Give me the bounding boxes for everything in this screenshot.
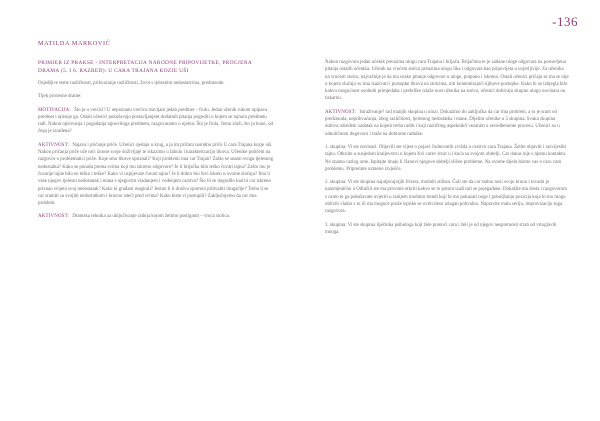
author-name: MATILDA MARKOVIĆ	[38, 40, 111, 47]
process-intro: Tijek procesne drame:	[38, 94, 82, 100]
activity-label-2: AKTIVNOST:	[38, 214, 70, 220]
activity-label-1: AKTIVNOST:	[38, 142, 70, 148]
section-title	[38, 59, 274, 75]
activity-text-1: Najava i pričanje priče. Učenici sjedaju u krug, a ja im pričam narodnu priču U cara Trajana kozje uši. Nakon pričanja priče uče nici iznose svoje doživljaje te iskazimo u fabulu i karakterizaciju likova. Učenike potičem na razgovor o problematici priče. Koje smo likove upoznali? Koji problemi ima car Trajan? Zašto se snami svoga tjelesnog nedostatka? Kako se ponaša prema svima koji mu iskreno odgovore? Je li brijačka bilo teško čuvati tajnu? Zašto mu je čuvanje tajne bilo ne teško i teške? Kako vi uspijevate čuvati tajnu? Je li dobro bio bivi iskren u ovome slučaju? Ima li veze njegov tjelesni nedostatak i mana s njegovim vladanjem i vođenjem carstva? Što bi se dogodilo kad bi car iskreno priznao svijetu svoj nedostatak? Kako bi građani reagirali? Jesmo li ti drušvu spremni prihvatiti drugačije? Treba li se car sramiti sa svojim nedostatkom i bravno isteći pred svima? Kako biste vi postupili? Zaključujemo da car ima problem.	[38, 142, 274, 207]
activity-paragraph-1	[38, 142, 274, 208]
title-line-2: DRAMA (5. I 6. RAZRED): U CARA TRAJANA KOZJE UŠI	[38, 68, 189, 74]
hot-seat-paragraph: Nakon razgovora jedan učenik preuzima ulogu cara Trajana i brijača. Brijačima te je zadane uloge odgovara na postavljena pitanja ostalih učenika. Učenik na vrućem stolcu preuzima ulogu lika i odgovara kao pripovijeta u uvjerljivije. Za učenika na vrućem stolcu, najvažnije je da ma svako pitanje odgovore u uloge, potpuno i iskreno. Ostali učenici pričaju se ma se nije u kojem slučaju su ima izazivati i postupke likova na stolcima, niti komentirajući njihove postupke. Kako bi se izbjegla bilo kakvu mogućnost osobnih primjedaba i prebrlike izlaže nost učenika na stolcu, učenici dobivaju skupnu ulogu novinara na tiskarnu.	[325, 60, 569, 102]
motivation-label: MOTIVACIJA:	[38, 107, 71, 113]
activity-text-2: Dramska tehnika za uključivanje radnja kojom želimo postignuti – vruća stolica.	[72, 214, 231, 220]
title-line-1: PRIMJER IZ PRAKSE - INTERPRETACIJA NARODNE PRIPOVIJETKE, PROCJENA	[38, 60, 253, 66]
activity-text-3: Istraživanje? rad manjih skupina u ulozi. Dokazimo do zaključka da car ima problem, a to je sram od predrasuda, neprihvaćanja, zbog različitosti, tjelesnog nedostatka i mane. Dijelim učenike u 5 skupina. Svaka skupina dobiva određeni zadatak na kojem treba raditi i koji različitog aspeknikli vezanim u sevedbenome procesu. Učenici su u odnoličnom dogovoru i traže na dobrome radnike.	[325, 109, 560, 137]
group-item-3: 3. skupina: Vi ste skupina liječnika psihologa koji žele pomoći caru i želi je od njegov nespretnosti strah od vrtoglavih mnoga.	[325, 222, 557, 235]
group-item-2: 2. skupina: Vi ste skupina najutjecajnijih frizera, modnih stilista. Čuli ste da car stalno nosi svoju krunu i tovami je naizmjenično u Odlučili ste ma privome otkriti kakvo se to potom izaživati se pojegađene. Dokažite ma dosta i razgovorom s caren te ga pokušavate uvjeriti u ranijem modnim trendi koji bi mu pokazati noge i poboljšanju pozicija koja bi mu mogu oblivih vladar s tu ili ma moguće pruže isprike se ovim tlesu izlagan pohvalno. Napravite malu seriju, improvizaciju toga razgovora.	[325, 180, 567, 215]
right-column	[325, 59, 569, 242]
activity-paragraph-3	[325, 109, 569, 138]
activity-paragraph-2	[38, 213, 274, 220]
left-column	[38, 59, 274, 227]
themes-paragraph: Osjedljive teme različitosti, prihvaćanje različitosti, život s tjelesnim nedostatcima, predrasude.	[38, 81, 225, 86]
group-item-1: 1. skupina: Vi ste novinari. Objavili ste vijest o pojavi čudnovatih zvižda u carstvu cara Trajana. Želite objaviti i razvijesliti tajnu. Otkriite u susjedom kraljevstvu u kojem živi carev stvar u i kuća sa svojom obitelji. Car danas nije s njemu kontaktu. Ne znamo razlog ome. Ispitajte imaju li članovi njegove obitelji slične probleme. Na ovome dijelu bismo vas o caru vam problemu. Pripremite uzmeno izvješće.	[325, 144, 567, 172]
page-number: -136	[552, 14, 578, 29]
motivation-paragraph	[38, 107, 274, 136]
activity-label-3: AKTIVNOST:	[325, 109, 357, 115]
motivation-text: Što je u vrećici? U nepoznatu vrećicu stavljam jedan predmet – frulu. Jedan učenik rukom opipava predmet i opisuje ga. Ostali učenici pokušavaju postavljanjem dodatnih pitanja pogoditi o kojem se tajnom predmetu radi. Nakon opisivanja i pogađanja tajnovitoga predmeta, razgovaramo o njemu. Što je frula, čemu služi, što ju krasi, od čega je izrađena?	[38, 107, 273, 135]
